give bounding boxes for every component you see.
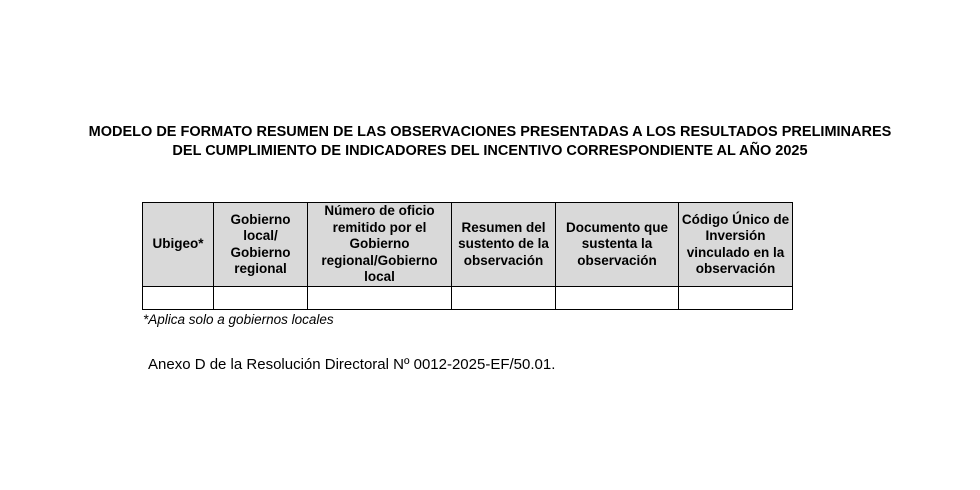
table-cell <box>143 287 214 310</box>
table-header-row <box>143 203 793 287</box>
document-title-line-2: DEL CUMPLIMIENTO DE INDICADORES DEL INCENTIVO CORRESPONDIENTE AL AÑO 2025 <box>172 143 808 159</box>
table-cell <box>214 287 308 310</box>
column-header-resumen-sustento: Resumen del sustento de la observación <box>452 203 556 287</box>
table-cell <box>556 287 679 310</box>
table-row <box>143 287 793 310</box>
column-header-ubigeo: Ubigeo* <box>143 203 214 287</box>
document-title-line-1: MODELO DE FORMATO RESUMEN DE LAS OBSERVACIONES PRESENTADAS A LOS RESULTADOS PRELIMINARES <box>88 124 892 140</box>
column-header-codigo-inversion: Código Único de Inversión vinculado en la observación <box>679 203 793 287</box>
column-header-numero-oficio: Número de oficio remitido por el Gobierno regional/Gobierno local <box>308 203 452 287</box>
document-title <box>20 123 960 161</box>
table-cell <box>308 287 452 310</box>
column-header-gobierno: Gobierno local/ Gobierno regional <box>214 203 308 287</box>
table-cell <box>679 287 793 310</box>
annex-reference: Anexo D de la Resolución Directoral Nº 0012-2025-EF/50.01. <box>148 356 556 373</box>
column-header-documento: Documento que sustenta la observación <box>556 203 679 287</box>
table-cell <box>452 287 556 310</box>
observations-table <box>142 202 793 310</box>
table-footnote: *Aplica solo a gobiernos locales <box>143 312 334 327</box>
